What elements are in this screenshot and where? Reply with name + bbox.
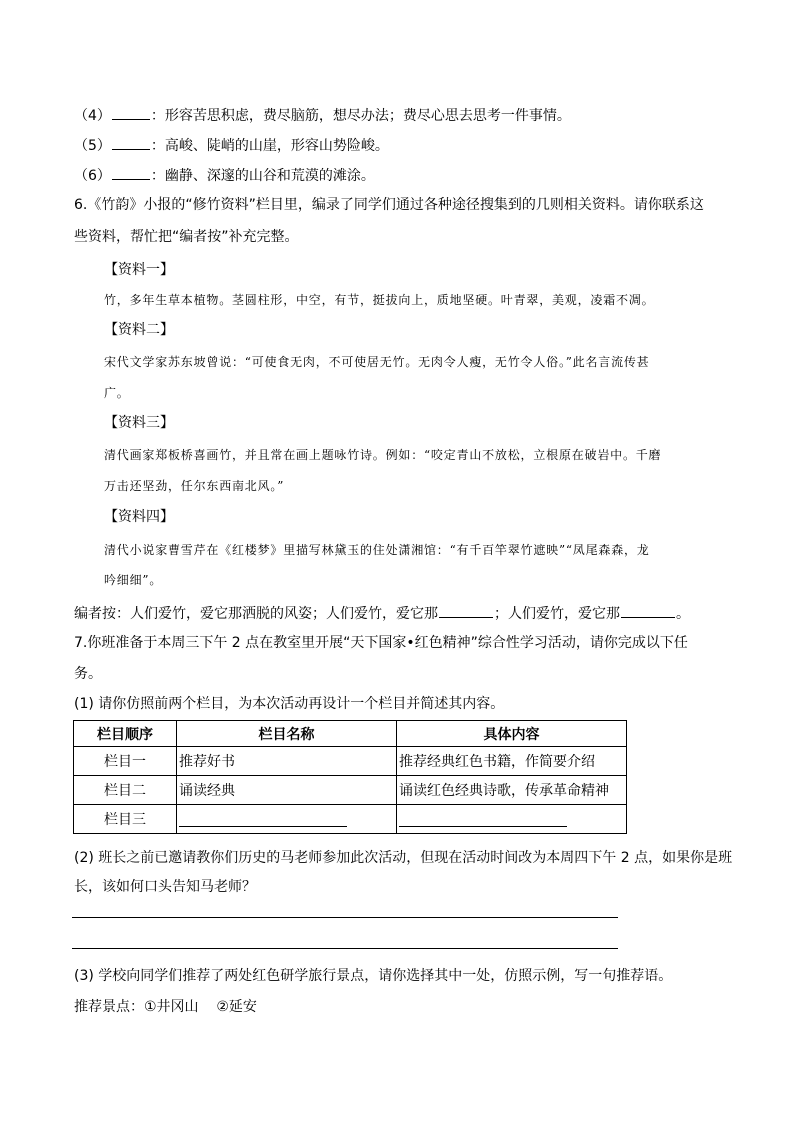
item-6 [74, 164, 375, 186]
table-row [74, 776, 627, 805]
q7-stem-line2: 务。 [74, 666, 102, 682]
table-row [74, 805, 627, 834]
item-4 [74, 104, 571, 126]
answer-line[interactable] [72, 948, 618, 949]
material-1-title: 【资料一】 [104, 262, 174, 278]
answer-blank[interactable] [112, 104, 150, 120]
table-row [74, 747, 627, 776]
item-number: （6） [74, 168, 111, 184]
answer-line[interactable] [72, 917, 618, 918]
table-header-row [74, 721, 627, 747]
table-cell: 推荐好书 [177, 747, 397, 776]
material-2-text-line2: 广。 [104, 386, 130, 400]
editor-note-part2: ；人们爱竹，爱它那 [494, 606, 620, 622]
table-cell-blank[interactable] [397, 805, 627, 834]
item-5 [74, 134, 389, 156]
answer-blank[interactable] [112, 134, 150, 150]
editor-note-part1: 编者按：人们爱竹，爱它那洒脱的风姿；人们爱竹，爱它那 [74, 606, 438, 622]
editor-note [74, 602, 690, 624]
table-header: 栏目名称 [177, 721, 397, 747]
table-cell: 栏目三 [74, 805, 177, 834]
table-header: 具体内容 [397, 721, 627, 747]
material-3-text-line2: 万击还坚劲，任尔东西南北风。” [104, 479, 285, 493]
material-3-title: 【资料三】 [104, 415, 174, 431]
material-4-text-line1: 清代小说家曹雪芹在《红楼梦》里描写林黛玉的住处潇湘馆：“有千百竿翠竹遮映”“凤尾森森，龙 [104, 543, 650, 557]
answer-blank[interactable] [439, 602, 493, 618]
material-2-title: 【资料二】 [104, 322, 174, 338]
material-1-text: 竹，多年生草本植物。茎圆柱形，中空，有节，挺拔向上，质地坚硬。叶青翠，美观，凌霜不凋。 [104, 293, 655, 307]
table-cell: 诵读红色经典诗歌，传承革命精神 [397, 776, 627, 805]
material-4-text-line2: 吟细细”。 [104, 573, 163, 587]
recommended-spots: 推荐景点：①井冈山 ②延安 [74, 999, 257, 1015]
table-cell: 栏目二 [74, 776, 177, 805]
q6-stem-line2: 些资料，帮忙把“编者按”补充完整。 [74, 229, 299, 245]
editor-note-part3: 。 [676, 606, 690, 622]
column-table [73, 720, 627, 834]
q7-sub2-line2: 长，该如何口头告知马老师？ [74, 879, 256, 895]
table-cell: 推荐经典红色书籍，作简要介绍 [397, 747, 627, 776]
item-number: （5） [74, 138, 111, 154]
item-text: ：幽静、深邃的山谷和荒漠的滩涂。 [150, 168, 375, 184]
answer-blank[interactable] [179, 808, 347, 827]
q7-sub3: (3) 学校向同学们推荐了两处红色研学旅行景点，请你选择其中一处，仿照示例，写一句推荐语。 [74, 968, 673, 984]
material-4-title: 【资料四】 [104, 509, 174, 525]
item-number: （4） [74, 108, 111, 124]
answer-blank[interactable] [112, 164, 150, 180]
answer-blank[interactable] [621, 602, 675, 618]
table-cell: 栏目一 [74, 747, 177, 776]
q6-stem-line1: 6.《竹韵》小报的“修竹资料”栏目里，编录了同学们通过各种途径搜集到的几则相关资料。请你联系这 [74, 197, 704, 213]
material-2-text-line1: 宋代文学家苏东坡曾说：“可使食无肉，不可使居无竹。无肉令人瘦，无竹令人俗。”此名言流传甚 [104, 355, 650, 369]
q7-sub1: (1) 请你仿照前两个栏目，为本次活动再设计一个栏目并简述其内容。 [74, 696, 505, 712]
table-cell-blank[interactable] [177, 805, 397, 834]
q7-sub2-line1: (2) 班长之前已邀请教你们历史的马老师参加此次活动，但现在活动时间改为本周四下午 2 点，如果你是班 [74, 850, 733, 866]
table-header: 栏目顺序 [74, 721, 177, 747]
answer-blank[interactable] [399, 808, 567, 827]
item-text: ：高峻、陡峭的山崖，形容山势险峻。 [150, 138, 389, 154]
table-cell: 诵读经典 [177, 776, 397, 805]
q7-stem-line1: 7.你班准备于本周三下午 2 点在教室里开展“天下国家•红色精神”综合性学习活动，请你完成以下任 [74, 635, 688, 651]
material-3-text-line1: 清代画家郑板桥喜画竹，并且常在画上题咏竹诗。例如：“咬定青山不放松，立根原在破岩中。千磨 [104, 448, 662, 462]
item-text: ：形容苦思积虑，费尽脑筋，想尽办法；费尽心思去思考一件事情。 [150, 108, 571, 124]
